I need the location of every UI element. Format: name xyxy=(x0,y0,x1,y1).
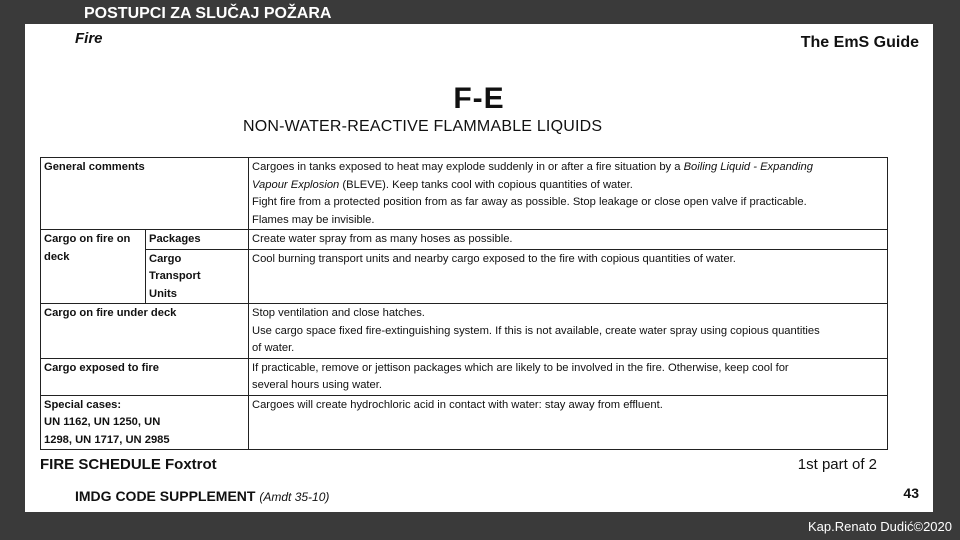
packages-text: Create water spray from as many hoses as possible. xyxy=(249,230,888,250)
supplement-label: IMDG CODE SUPPLEMENT (Amdt 35-10) xyxy=(75,488,330,504)
ems-table xyxy=(40,157,888,450)
table-row xyxy=(41,395,888,450)
page-number: 43 xyxy=(903,485,919,501)
general-comments-text xyxy=(249,158,888,230)
special-cases-label: Special cases: UN 1162, UN 1250, UN 1298, UN 1717, UN 2985 xyxy=(41,395,249,450)
header-fire-label: Fire xyxy=(75,30,103,47)
header-guide-title: The EmS Guide xyxy=(800,34,919,51)
fire-schedule-label: FIRE SCHEDULE Foxtrot xyxy=(40,456,217,473)
table-row xyxy=(41,158,888,230)
packages-label: Packages xyxy=(146,230,249,250)
text-line: Flames may be invisible. xyxy=(252,213,375,226)
part-indicator: 1st part of 2 xyxy=(797,456,877,473)
table-row xyxy=(41,304,888,359)
ems-guide-page xyxy=(25,24,933,512)
cargo-on-deck-label: Cargo on fire on deck xyxy=(41,230,146,304)
schedule-subtitle: NON-WATER-REACTIVE FLAMMABLE LIQUIDS xyxy=(243,118,603,135)
cargo-transport-units-label: Cargo Transport Units xyxy=(146,249,249,304)
cargo-exposed-label: Cargo exposed to fire xyxy=(41,358,249,395)
text-line: Cargoes in tanks exposed to heat may explode suddenly in or after a fire situation by a Boiling Liquid - Expanding xyxy=(252,161,813,173)
table-row xyxy=(41,249,888,304)
general-comments-label: General comments xyxy=(41,158,249,230)
cargo-exposed-text: If practicable, remove or jettison packages which are likely to be involved in the fire. Otherwise, keep cool for several hours using water. xyxy=(249,358,888,395)
under-deck-label: Cargo on fire under deck xyxy=(41,304,249,359)
author-credit: Kap.Renato Dudić©2020 xyxy=(807,519,952,534)
text-line: Fight fire from a protected position from as far away as possible. Stop leakage or close open valve if practicable. xyxy=(252,196,807,208)
text-line: Vapour Explosion (BLEVE). Keep tanks cool with copious quantities of water. xyxy=(252,178,633,191)
cargo-transport-units-text: Cool burning transport units and nearby cargo exposed to the fire with copious quantities of water. xyxy=(249,249,888,304)
special-cases-text: Cargoes will create hydrochloric acid in contact with water: stay away from effluent. xyxy=(249,395,888,450)
amendment-label: (Amdt 35-10) xyxy=(259,490,330,504)
table-row xyxy=(41,230,888,250)
under-deck-text: Stop ventilation and close hatches. Use cargo space fixed fire-extinguishing system. If this is not available, create water spray using copious quantities of water. xyxy=(249,304,888,359)
table-row xyxy=(41,358,888,395)
schedule-code: F-E xyxy=(453,82,505,115)
slide-title: POSTUPCI ZA SLUČAJ POŽARA xyxy=(84,5,332,22)
